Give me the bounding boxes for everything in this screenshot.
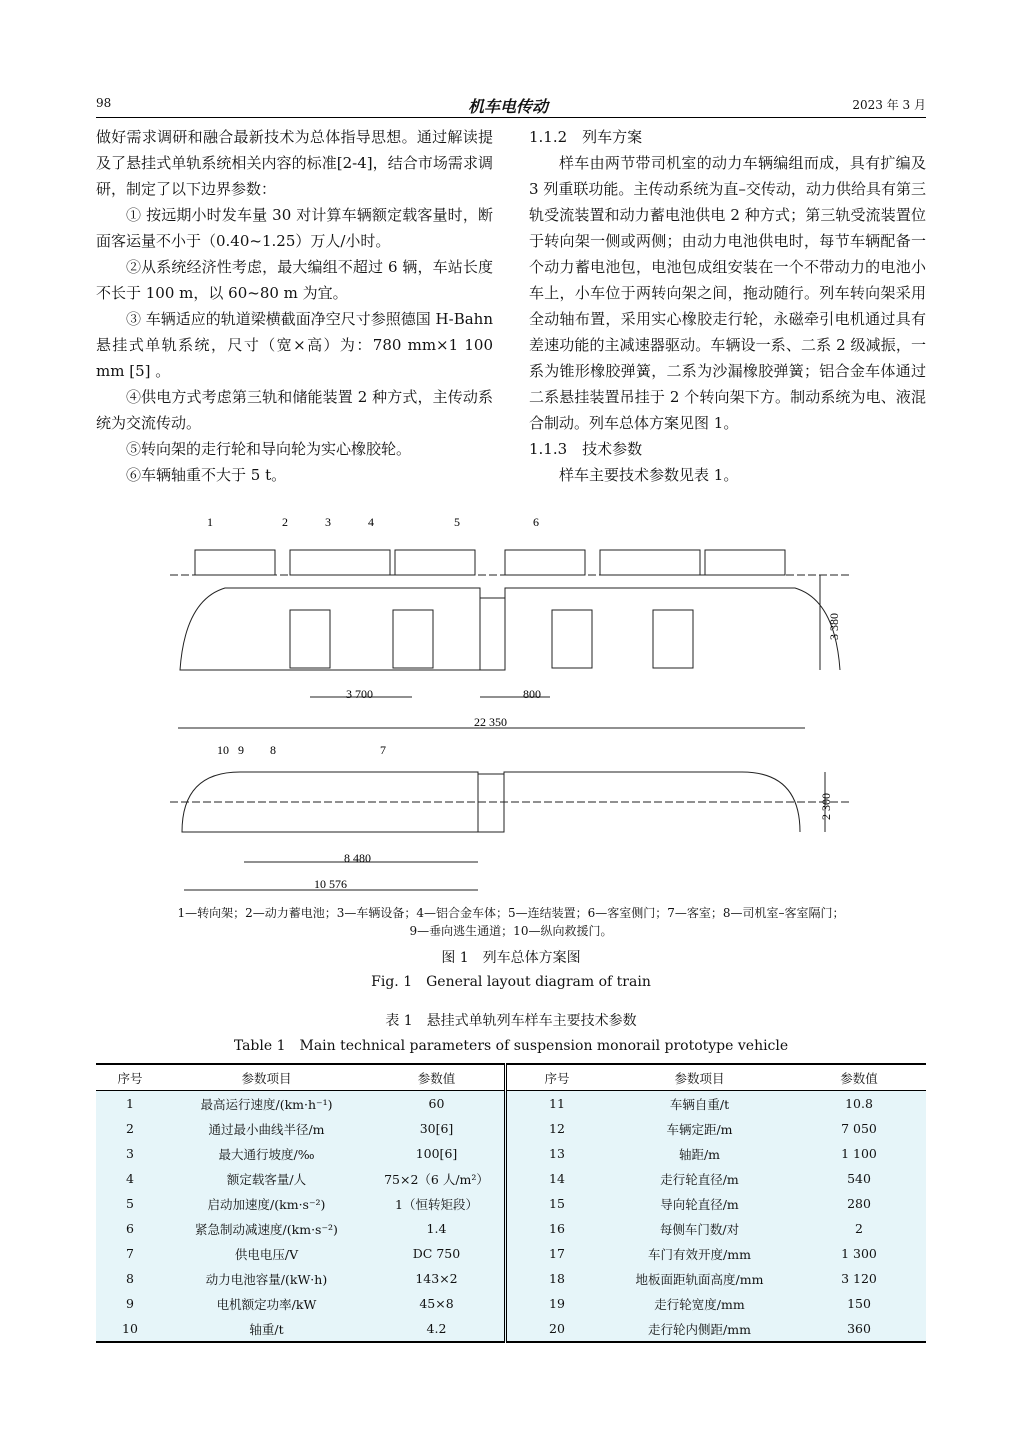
callout-label: 8: [270, 743, 276, 757]
table-cell: 60: [369, 1091, 506, 1117]
table-cell: 走行轮内侧距/mm: [648, 1321, 751, 1337]
table-cell: 走行轮直径/m: [660, 1171, 739, 1187]
table-cell: 3 120: [841, 1271, 877, 1286]
table-cell: 4: [126, 1171, 134, 1186]
table-cell: 动力电池容量/(kW·h): [205, 1271, 328, 1287]
table-cell: 150: [847, 1296, 871, 1311]
callout-label: 7: [380, 743, 386, 757]
table-cell: 540: [847, 1171, 871, 1186]
table-cell: 最高运行速度/(km·h⁻¹): [200, 1096, 333, 1112]
table-caption-en: Table 1 Main technical parameters of suspension monorail prototype vehicle: [233, 1038, 789, 1054]
table-cell: 供电电压/V: [234, 1246, 299, 1262]
table-row: [96, 1091, 926, 1117]
table-cell: 16: [549, 1221, 565, 1236]
table-cell: 10.8: [845, 1096, 873, 1111]
table-cell: 通过最小曲线半径/m: [208, 1121, 325, 1137]
table-cell: 19: [549, 1296, 565, 1311]
paragraph: 样车主要技术参数见表 1。: [559, 466, 739, 484]
dimension-label: 3 700: [346, 687, 373, 701]
table-row: [96, 1291, 926, 1316]
table-row: [96, 1216, 926, 1241]
table-cell: 9: [126, 1296, 134, 1311]
section-heading: 1.1.2 列车方案: [529, 128, 643, 146]
train-layout-diagram: [160, 510, 860, 900]
paragraph: 样车由两节带司机室的动力车辆编组而成，具有扩编及 3 列重联功能。主传动系统为直–交传动，动力供给具有第三轨受流装置和动力蓄电池供电 2 种方式；第三轨受流装置位于转向架一侧或两侧；由动力电池供电时，每节车辆配备一个动力蓄电池包，电池包成组安装在一个不带动力的电池小车上，小车位于两转向架之间，拖动随行。列车转向架采用全动轴布置，采用实心橡胶走行轮，永磁牵引电机通过具有差速功能的主减速器驱动。车辆设一系、二系 2 级减振，一系为锥形橡胶弹簧，二系为沙漏橡胶弹簧；铝合金车体通过二系悬挂装置吊挂于 2 个转向架下方。制动系统为电、液混合制动。列车总体方案见图 1。: [529, 154, 926, 432]
table-cell: 45×8: [369, 1291, 506, 1316]
table-header-row: [96, 1064, 926, 1091]
table-cell: 18: [549, 1271, 565, 1286]
table-cell: 75×2（6 人/m²）: [369, 1166, 506, 1191]
table-cell: 13: [549, 1146, 565, 1161]
table-cell: 17: [549, 1246, 565, 1261]
figure-caption-en: Fig. 1 General layout diagram of train: [371, 974, 651, 990]
table-cell: 车门有效开度/mm: [648, 1246, 751, 1262]
table-row: [96, 1141, 926, 1166]
table-row: [96, 1241, 926, 1266]
callout-label: 3: [325, 515, 331, 529]
journal-logo: 机车电传动: [468, 97, 549, 116]
table-cell: 额定载客量/人: [226, 1171, 307, 1187]
dimension-label: 800: [523, 687, 541, 701]
table-cell: 1 100: [841, 1146, 877, 1161]
paragraph: ⑤转向架的走行轮和导向轮为实心橡胶轮。: [126, 440, 412, 458]
table-cell: 7: [126, 1246, 134, 1261]
table-cell: 紧急制动减速度/(km·s⁻²): [195, 1221, 338, 1237]
table-cell: 走行轮宽度/mm: [654, 1296, 745, 1312]
header-rule: [96, 117, 926, 118]
table-cell: 启动加速度/(km·s⁻²): [207, 1196, 326, 1212]
table-cell: 15: [549, 1196, 565, 1211]
column-header: 参数项目: [241, 1070, 292, 1086]
callout-label: 9: [238, 743, 244, 757]
table-cell: 电机额定功率/kW: [216, 1296, 317, 1312]
table-cell: 11: [549, 1096, 565, 1111]
paragraph: ④供电方式考虑第三轨和储能装置 2 种方式，主传动系统为交流传动。: [96, 388, 493, 432]
figure-caption-cn: 图 1 列车总体方案图: [441, 950, 581, 966]
table-cell: 100[6]: [369, 1141, 506, 1166]
table-cell: 1 300: [841, 1246, 877, 1261]
table-cell: 7 050: [841, 1121, 877, 1136]
table-row: [96, 1191, 926, 1216]
table-row: [96, 1266, 926, 1291]
parameters-table: [96, 1063, 926, 1343]
table-cell: 6: [126, 1221, 134, 1236]
table-cell: 导向轮直径/m: [660, 1196, 739, 1212]
dimension-label: 10 576: [314, 877, 347, 891]
table-cell: 轴距/m: [678, 1146, 721, 1162]
table-cell: 8: [126, 1271, 134, 1286]
callout-label: 1: [207, 515, 213, 529]
table-cell: 10: [122, 1321, 138, 1336]
table-cell: 地板面距轨面高度/mm: [635, 1271, 764, 1287]
table-cell: 20: [549, 1321, 565, 1336]
table-cell: 280: [847, 1196, 871, 1211]
column-header: 序号: [117, 1070, 143, 1086]
dimension-label: 8 480: [344, 851, 371, 865]
paragraph: ②从系统经济性考虑，最大编组不超过 6 辆，车站长度不长于 100 m，以 60~80 m 为宜。: [96, 258, 493, 302]
figure-legend: [96, 904, 926, 940]
paragraph: ⑥车辆轴重不大于 5 t。: [126, 466, 287, 484]
table-cell: 360: [847, 1321, 871, 1336]
table-cell: 3: [126, 1146, 134, 1161]
paragraph: 做好需求调研和融合最新技术为总体指导思想。通过解读提及了悬挂式单轨系统相关内容的标准[2-4]，结合市场需求调研，制定了以下边界参数：: [96, 128, 493, 198]
paragraph: ③ 车辆适应的轨道梁横截面净空尺寸参照德国 H-Bahn 悬挂式单轨系统，尺寸（宽×高）为：780 mm×1 100 mm [5] 。: [96, 310, 493, 380]
table-cell: 143×2: [369, 1266, 506, 1291]
table-row: [96, 1316, 926, 1342]
table-cell: 轴重/t: [249, 1321, 284, 1337]
section-heading: 1.1.3 技术参数: [529, 440, 643, 458]
callout-label: 6: [533, 515, 539, 529]
table-caption-cn: 表 1 悬挂式单轨列车样车主要技术参数: [385, 1013, 637, 1029]
dimension-label: 2 300: [819, 793, 833, 820]
page-number: 98: [96, 96, 112, 110]
legend-line: 1—转向架；2—动力蓄电池；3—车辆设备；4—铝合金车体；5—连结装置；6—客室侧门；7—客室；8—司机室–客室隔门；: [177, 906, 845, 920]
legend-line: 9—垂向逃生通道；10—纵向救援门。: [409, 924, 613, 938]
dimension-label: 3 380: [827, 613, 841, 640]
table-cell: 30[6]: [369, 1116, 506, 1141]
issue-date: 2023 年 3 月: [852, 98, 926, 112]
table-cell: 4.2: [369, 1316, 506, 1342]
left-column: [96, 124, 493, 488]
table-cell: 车辆定距/m: [666, 1121, 733, 1137]
callout-label: 10: [217, 743, 229, 757]
table-cell: DC 750: [369, 1241, 506, 1266]
column-header: 参数项目: [674, 1070, 725, 1086]
column-header: 参数值: [369, 1064, 506, 1091]
table-cell: 2: [855, 1221, 863, 1236]
table-row: [96, 1116, 926, 1141]
table-cell: 1（恒转矩段）: [369, 1191, 506, 1216]
callout-label: 4: [368, 515, 374, 529]
table-cell: 1: [126, 1096, 134, 1111]
right-column: [529, 124, 926, 488]
table-cell: 2: [126, 1121, 134, 1136]
table-cell: 1.4: [369, 1216, 506, 1241]
table-cell: 车辆自重/t: [669, 1096, 730, 1112]
dimension-label: 22 350: [474, 715, 507, 729]
paragraph: ① 按远期小时发车量 30 对计算车辆额定载客量时，断面客运量不小于（0.40~1.25）万人/小时。: [96, 206, 493, 250]
table-cell: 14: [549, 1171, 565, 1186]
table-cell: 5: [126, 1196, 134, 1211]
table-row: [96, 1166, 926, 1191]
table-cell: 最大通行坡度/‰: [218, 1146, 315, 1162]
table-cell: 12: [549, 1121, 565, 1136]
column-header: 参数值: [840, 1070, 878, 1086]
callout-label: 5: [454, 515, 460, 529]
table-cell: 每侧车门数/对: [659, 1221, 740, 1237]
callout-label: 2: [282, 515, 288, 529]
column-header: 序号: [544, 1070, 570, 1086]
